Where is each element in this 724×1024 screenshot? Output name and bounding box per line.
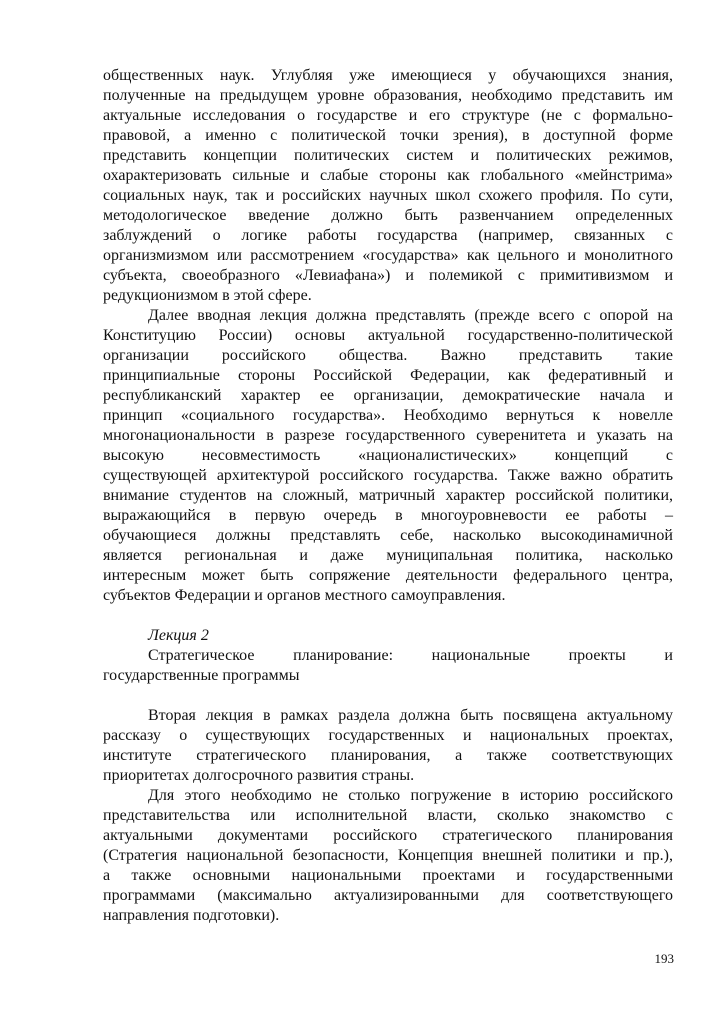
text-line: Вторая лекция в рамках раздела должна быть посвящена актуальному (148, 707, 673, 724)
page-body (103, 66, 673, 926)
text-line: охарактеризовать сильные и слабые стороны как глобального «мейнстрима» (103, 167, 673, 184)
text-line: представительства или исполнительной власти, сколько знакомство с (103, 807, 673, 824)
text-line: Конституцию России) основы актуальной государственно-политической (103, 327, 673, 344)
text-line: обучающиеся должны представлять себе, насколько высокодинамичной (103, 527, 673, 544)
text-line: республиканский характер ее организации, демократические начала и (103, 387, 673, 404)
text-line: субъектов Федерации и органов местного самоуправления. (103, 587, 506, 604)
text-line: а также основными национальными проектами и государственными (103, 867, 673, 884)
lecture-title-line: Стратегическое планирование: национальные проекты и (148, 647, 673, 664)
text-line: методологическое введение должно быть развенчанием определенных (103, 207, 673, 224)
text-line: представить концепции политических систем и политических режимов, (103, 147, 673, 164)
text-line: принцип «социального государства». Необходимо вернуться к новелле (103, 407, 673, 424)
page-number: 193 (654, 951, 674, 966)
text-line: организмизмом или рассмотрением «государства» как цельного и монолитного (103, 247, 673, 264)
text-line: заблуждений о логике работы государства (например, связанных с (103, 227, 673, 244)
text-line: полученные на предыдущем уровне образования, необходимо представить им (103, 87, 673, 104)
lecture-label: Лекция 2 (148, 627, 209, 644)
text-line: многонациональности в разрезе государственного суверенитета и указать на (103, 427, 673, 444)
text-line: актуальные исследования о государстве и его структуре (не с формально- (103, 107, 673, 124)
text-line: рассказу о существующих государственных и национальных проектах, (103, 727, 673, 744)
spacer (103, 606, 673, 626)
paragraph-intro-continued (103, 66, 673, 306)
text-line: внимание студентов на сложный, матричный характер российской политики, (103, 487, 673, 504)
text-line: существующей архитектурой российского государства. Также важно обратить (103, 467, 673, 484)
text-line: интересным может быть сопряжение деятельности федерального центра, (103, 567, 673, 584)
paragraph-constitution (103, 306, 673, 606)
text-line: институте стратегического планирования, а также соответствующих (103, 747, 673, 764)
lecture-heading (103, 626, 673, 686)
text-line: редукционизмом в этой сфере. (103, 287, 312, 304)
paragraph-second-lecture (103, 706, 673, 786)
text-line: принципиальные стороны Российской Федерации, как федеративный и (103, 367, 673, 384)
text-line: Для этого необходимо не столько погружение в историю российского (148, 787, 673, 804)
text-line: организации российского общества. Важно представить такие (103, 347, 673, 364)
paragraph-strategic-documents (103, 786, 673, 926)
text-line: выражающийся в первую очередь в многоуровневости ее работы – (103, 507, 673, 524)
text-line: приоритетах долгосрочного развития страны. (103, 767, 415, 784)
spacer (103, 686, 673, 706)
text-line: высокую несовместимость «националистических» концепций с (103, 447, 673, 464)
lecture-title-line: государственные программы (103, 667, 300, 684)
text-line: программами (максимально актуализированными для соответствующего (103, 887, 673, 904)
text-line: актуальными документами российского стратегического планирования (103, 827, 673, 844)
text-line: является региональная и даже муниципальная политика, насколько (103, 547, 673, 564)
text-line: (Стратегия национальной безопасности, Концепция внешней политики и пр.), (103, 847, 673, 864)
text-line: общественных наук. Углубляя уже имеющиеся у обучающихся знания, (103, 67, 673, 84)
text-line: правовой, а именно с политической точки зрения), в доступной форме (103, 127, 673, 144)
text-line: социальных наук, так и российских научных школ схожего профиля. По сути, (103, 187, 673, 204)
text-line: субъекта, своеобразного «Левиафана») и полемикой с примитивизмом и (103, 267, 673, 284)
text-line: направления подготовки). (103, 907, 280, 924)
text-line: Далее вводная лекция должна представлять (прежде всего с опорой на (148, 307, 673, 324)
